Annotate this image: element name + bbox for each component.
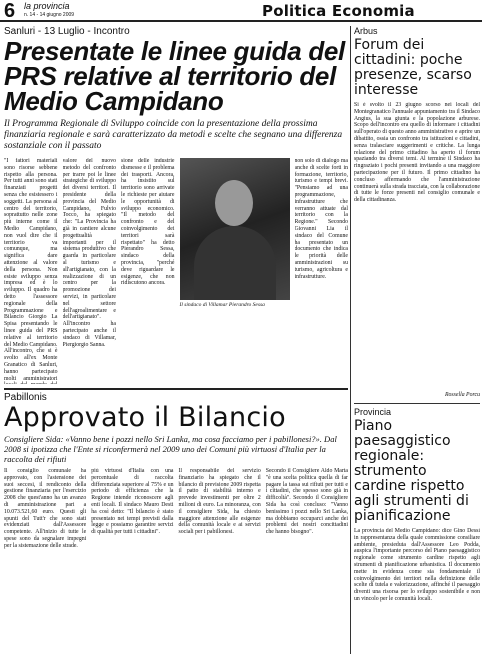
right2-kicker: Provincia: [354, 407, 392, 417]
right1-signature: Rossella Porcu: [444, 392, 480, 398]
right1-headline: Forum dei cittadini: poche presenze, scarso interesse: [354, 37, 472, 98]
article1-body: [4, 158, 348, 384]
photo-face: [215, 180, 253, 226]
newspaper-logo: [24, 2, 74, 20]
article1-col3: [121, 158, 175, 384]
article2-col4: Secondo il Consigliere Aldo Marta "è una scelta politica quella di far pagare la tassa sui rifiuti per tutti e i cittadini, che spesso sono già in difficoltà". Secondo il Consigliere Sida ha così concluso: "Vanno benissimo i pozzi nello Sri Lanka, ma dobbiamo occuparci anche dei problemi dei nostri concittadini che hanno bisogno".: [265, 468, 348, 536]
main-column: [4, 26, 348, 657]
article1-col1: "I fattori materiali sono risorse sebbene rispetto alla persona. Per tutti anni sono stati finanziati progetti senza che esistessero i soggetti. La persona al centro del territorio, soprattutto nelle zone più interne come il Medio Campidano, non vuol dire che il territorio va comunque, ma significa dare attenzione al valore della persona. Non esiste sviluppo senza impresa ed è lo sviluppo. Il quadro ha detto l'assessore regionale della Programmazione e Bilancio Giorgio La Spisa presentando le linee guida del PRS relative al territorio del Medio Campidano. All'incontro, che si è svolto all'ex Monte Granatico di Sanluri, hanno partecipato molti amministratori: [4, 158, 58, 382]
page-number: 6: [4, 0, 16, 22]
article1-deck: Il Programma Regionale di Sviluppo coincide con la presentazione della prossima finanziaria regionale e sarà caratterizzato da metodi e scelte che segnano una differenza sostanziale con il passato: [4, 119, 343, 151]
article-divider: [4, 388, 348, 390]
photo-caption: Il sindaco di Villamar Pierandro Sessa: [179, 302, 265, 308]
right1-body: Si è svolto il 23 giugno scorso nei locali del Montegranatico l'annuale appuntamento tra il Sindaco Angius, la sua giunta e la popolazione arburese. Scopo dell'incontro era quello di informare i cittadini sull'operato di questo anno amministrativo e aprire un dibattito, ossia un confronto tra istituzioni e cittadini, senza tralasciare suggerimenti e critiche. La lunga relazione del primo cittadino ha aperto il forum spaziando tra diversi temi. Al termine il Sindaco ha ringraziato i pochi presenti invitando a una maggiore partecipazione per il futuro. Il primo cittadino ha concluso affermando che l'amministrazione continuerà sulla strada tracciata, con la collaborazione di tutte le forze presenti nel consiglio comunale e della cittadinanza.: [354, 102, 480, 204]
issue-date: n. 14 - 14 giugno 2009: [24, 12, 75, 18]
right2-headline: Piano paesaggistico regionale: strumento cardine rispetto agli strumenti di pianificazione: [354, 418, 469, 524]
side-column: [354, 26, 480, 657]
article1-kicker: Sanluri - 13 Luglio - Incontro: [4, 26, 130, 37]
right1-kicker: Arbus: [354, 26, 378, 36]
page-header: [0, 0, 482, 22]
logo-text: la provincia: [24, 1, 70, 11]
right-divider: [354, 403, 480, 404]
section-title: Politica Economia: [262, 2, 415, 20]
photo-body: [194, 226, 276, 300]
article1-col2: valore del nuovo metodo del confronto per trarre poi le linee strategiche di sviluppo dei diversi territori. Il presidente della provincia del Medio Campidano, Fulvio Tocco, ha spiegato che: "La Provincia ha già in cantiere alcune progettualità importanti per il sistema produttivo che guarda in particolare al turismo e all'artigianato, con la realizzazione di un centro per la promozione dei servizi, in particolare nel settore dell'agroalimentare e dell'artigianato". All'incontro ha partecipato anche il sindaco di Villamar, Piergiorgio Sanna.: [62, 158, 116, 348]
right2-body: La provincia del Medio Campidano: dice Gino Dessì in rappresentanza della quale commissione consiliare ambiente, presieduta dall'Assessore Leo Podda, auspica l'importante percorso del Piano paesaggistico regionale come strumento cardine rispetto agli strumenti di pianificazione urbanistica. Il documento mette in evidenza come sia fondamentale il coinvolgimento dei territori nella definizione delle scelte di tutela e valorizzazione, affinché il paesaggio diventi una risorsa per lo sviluppo sostenibile e non un vincolo per le comunità locali.: [354, 528, 480, 602]
article2-kicker: Pabillonis: [4, 392, 47, 403]
article1-photo-block: [180, 158, 290, 384]
article1-col4: non solo di dialogo ma anche di scelte forti in formazione, territorio, turismo e tempi brevi. "Pensiamo ad una programmazione, infrastrutture che verranno attuate dal territorio con la Regione." Secondo Giovanni Lia il sindaco del Comune ha presentato un documento che indica le priorità delle amministrazioni su turismo, agricoltura e infrastrutture.: [294, 158, 348, 280]
article1-headline: Presentate le linee guida del PRS relative al territorio del Medio Campidano: [4, 36, 345, 116]
article2-col2: più virtuosi d'Italia con una percentuale di raccolta differenziata superiore al 75% e un periodo di efficienza che la Regione intende riconoscere agli enti locali. Il sindaco Mauro Desti ha così detto: "Il bilancio è stato presentato nei tempi previsti dalla legge e possiamo garantire servizi di qualità per tutti i cittadini".: [91, 468, 174, 536]
article2-col3: Il responsabile del servizio finanziario ha spiegato che il bilancio di previsione 2009 rispetta il patto di stabilità interno e prevede investimenti per oltre 2 milioni di euro. La minoranza, con il consigliere Sida, ha chiesto maggiore attenzione alle esigenze della comunità locale e ai servizi sociali per i pabillonesi.: [178, 468, 261, 536]
article2-deck: Consigliere Sida: «Vanno bene i pozzi nello Sri Lanka, ma cosa facciamo per i pabillonesi?». Dal 2008 si ipotizza che l'Ente si riconfermerà nel 2009 uno dei Comuni più virtuosi d'Italia per la raccolta dei rifiuti: [4, 434, 337, 464]
mayor-photo: [180, 158, 290, 300]
article1-col3-text: sione delle industrie dismesse e il problema dei trasporti. Ancora, ha insistito sul territorio sono arrivate le richieste per aiutare le opportunità di sviluppo economico. "Il metodo del confronto e del coinvolgimento dei territori sarà rispettato" ha detto Pierandro Sessa, sindaco della provincia, "perché deve riguardare le esigenze, che non ridiscutono ancora.: [121, 158, 175, 287]
article2-col1: Il consiglio comunale ha approvato, con l'astensione dei suoi seccesi, il rendiconto della gestione finanziaria per l'esercizio 2008 che quest'anno ha un avanzo di amministrazione pari a 10.073.521,60 euro. Questi gli spunti del Tutt'r che sono stati evidenziati dall'Assessore competente. All'inizio di tutte le spese sono da segnalare impegni per la sistemazione delle strade.: [4, 468, 87, 549]
article2-body: [4, 468, 348, 657]
article2-headline: Approvato il Bilancio: [4, 402, 286, 433]
column-divider: [350, 26, 351, 654]
